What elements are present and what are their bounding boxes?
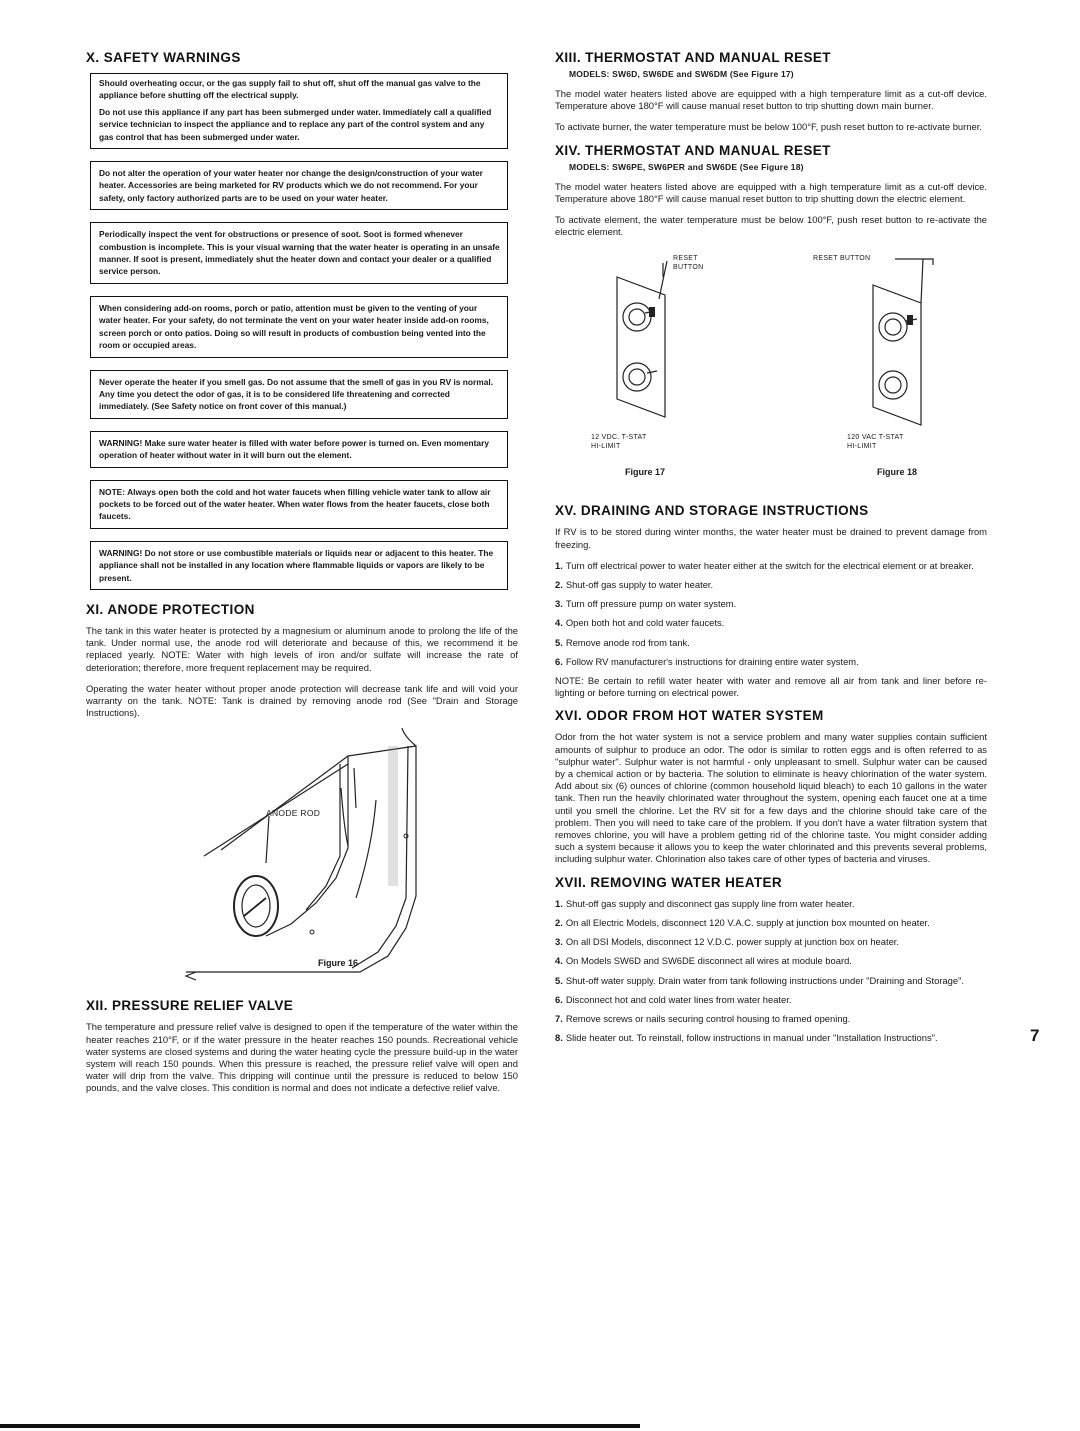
warning-box bbox=[90, 431, 508, 468]
warning-box bbox=[90, 296, 508, 358]
odor-paragraph: Odor from the hot water system is not a service problem and many water supplies contain sufficient amounts of sulphur to produce an odor. The odor is similar to rotten eggs and is often referred to as "sulphur water". Sulphur water is not harmful - only unpleasant to smell. Sulphur water can be caused by a chemical action or by bacteria. The solution to eliminate is heavy chlorination of the water system. Add about six (6) ounces of chlorine (common household liquid bleach) to each 10 gallons in the water tank. Then run the heavily chlorinated water throughout the system, opening each faucet one at a time until you smell the chlorine. Let the RV sit for a few days and the chlorine should take care of the problem. Then you will need to take care of the problem. If you don't have a water filtration system that removes chlorine, you will have a problem getting rid of the chlorine taste. You might consider adding such a system because it allows you to keep the water chlorinated and this prevents several problems, including sulphur water. Chlorination also takes care of other types of bacteria and viruses. bbox=[555, 731, 987, 865]
removing-heater-heading: XVII. REMOVING WATER HEATER bbox=[555, 874, 783, 890]
odor-heading: XVI. ODOR FROM HOT WATER SYSTEM bbox=[555, 708, 824, 724]
figure-17-button-label: BUTTON bbox=[673, 264, 704, 272]
thermostat-paragraph: The model water heaters listed above are equipped with a high temperature limit as a cut-off device. Temperature above 180°F will cause manual reset button to trip shutting down main burner. bbox=[555, 88, 987, 112]
warning-text: Do not use this appliance if any part has been submerged under water. Immediately call a qualified service technician to inspect the appliance and to replace any part of the control system and any gas control that has been submerged under water. bbox=[99, 106, 492, 142]
list-item: 7. Remove screws or nails securing control housing to framed opening. bbox=[555, 1012, 851, 1024]
pressure-relief-heading: XII. PRESSURE RELIEF VALVE bbox=[86, 998, 294, 1014]
figures-17-18 bbox=[555, 247, 987, 497]
warning-box bbox=[90, 480, 508, 529]
bottom-rule bbox=[0, 1424, 640, 1428]
draining-storage-heading: XV. DRAINING AND STORAGE INSTRUCTIONS bbox=[555, 503, 869, 519]
figure-18-spec: HI-LIMIT bbox=[847, 443, 877, 451]
list-item: 3. On all DSI Models, disconnect 12 V.D.C. power supply at junction box on heater. bbox=[555, 936, 900, 948]
draining-steps bbox=[555, 560, 987, 668]
figure-17-spec: HI-LIMIT bbox=[591, 443, 621, 451]
thermostat-reset-heading-xiv: XIV. THERMOSTAT AND MANUAL RESET bbox=[555, 142, 831, 158]
draining-intro: If RV is to be stored during winter months, the water heater must be drained to prevent damage from freezing. bbox=[555, 526, 987, 550]
safety-warning-boxes bbox=[86, 73, 518, 590]
list-item: 4. On Models SW6D and SW6DE disconnect all wires at module board. bbox=[555, 955, 852, 967]
warning-text: Should overheating occur, or the gas supply fail to shut off, shut off the manual gas valve to the appliance before shutting off the electrical supply. bbox=[99, 78, 481, 101]
warning-box bbox=[90, 222, 508, 284]
removing-steps bbox=[555, 898, 987, 1045]
thermostat-paragraph: To activate element, the water temperature must be below 100°F, push reset button to re-activate the electric element. bbox=[555, 214, 987, 238]
models-line: MODELS: SW6PE, SW6PER and SW6DE (See Figure 18) bbox=[569, 161, 804, 172]
figure-17-spec: 12 VDC. T-STAT bbox=[591, 434, 647, 442]
warning-text: Never operate the heater if you smell gas. Do not assume that the smell of gas in you RV is normal. Any time you detect the odor of gas, it is to be considered life threatening and corrected immediately. (See Safety notice on front cover of this manual.) bbox=[99, 376, 494, 412]
figure-18-caption: Figure 18 bbox=[877, 467, 918, 478]
anode-paragraph: The tank in this water heater is protected by a magnesium or aluminum anode to prolong the life of the tank. Under normal use, the anode rod will deteriorate and because of this, we recommend it be replaced yearly. NOTE: Water with high levels of iron and/or sulfate will increase the rate of deterioration; therefore, more frequent replacement may be required. bbox=[86, 624, 518, 673]
right-column bbox=[555, 50, 987, 1051]
warning-box bbox=[90, 541, 508, 590]
safety-warnings-heading: X. SAFETY WARNINGS bbox=[86, 50, 241, 65]
left-column bbox=[86, 50, 518, 1104]
list-item: 1. Shut-off gas supply and disconnect gas supply line from water heater. bbox=[555, 897, 855, 909]
list-item: 1. Turn off electrical power to water heater either at the switch for the electrical element or at breaker. bbox=[555, 559, 974, 571]
page-number: 7 bbox=[1030, 1026, 1040, 1045]
list-item: 2. On all Electric Models, disconnect 120 V.A.C. supply at junction box mounted on heater. bbox=[555, 916, 930, 928]
thermostat-reset-heading-xiii: XIII. THERMOSTAT AND MANUAL RESET bbox=[555, 50, 831, 65]
warning-text: WARNING! Make sure water heater is filled with water before power is turned on. Even momentary operation of heater without water in it will burn out the element. bbox=[99, 437, 489, 461]
figure-17-reset-label: RESET bbox=[673, 255, 698, 263]
list-item: 4. Open both hot and cold water faucets. bbox=[555, 617, 725, 629]
models-line: MODELS: SW6D, SW6DE and SW6DM (See Figure 17) bbox=[569, 69, 794, 79]
anode-protection-heading: XI. ANODE PROTECTION bbox=[86, 601, 255, 617]
warning-box bbox=[90, 370, 508, 419]
warning-text: Do not alter the operation of your water heater nor change the design/construction of your water heater. Accessories are being marketed for RV products which we do not recommend. For your safety, only factory authorized parts are to be used on your water heater. bbox=[99, 168, 483, 203]
list-item: 6. Follow RV manufacturer's instructions for draining entire water system. bbox=[555, 655, 859, 667]
pressure-relief-paragraph: The temperature and pressure relief valve is designed to open if the temperature of the water within the heater reaches 210°F, or if the water pressure in the heater reaches 150 pounds. Recreational vehicle water systems are closed systems and during the water heating cycle the pressure build-up in the water system will reach 150 pounds. When this pressure is reached, the pressure relief valve will open and water will drip from the valve. This dripping will continue until the pressure is reduced to below 150 pounds, and the valve closes. This condition is normal and does not indicate a defective relief valve. bbox=[86, 1021, 518, 1094]
anode-paragraph: Operating the water heater without proper anode protection will decrease tank life and will void your warranty on the tank. NOTE: Tank is drained by removing anode rod (See "Drain and Storage Instructions). bbox=[86, 682, 518, 719]
figure-18-spec: 120 VAC T-STAT bbox=[847, 434, 904, 442]
warning-text: WARNING! Do not store or use combustible materials or liquids near or adjacent to this heater. The appliance shall not be installed in any location where flammable liquids or vapors are likely to be present. bbox=[99, 547, 494, 583]
warning-text: When considering add-on rooms, porch or patio, attention must be given to the venting of your water heater. For your safety, do not terminate the vent on your water heater inside add-on rooms, screen porch or onto patios. Doing so will result in products of combustion being vented into the room or occupied areas. bbox=[99, 302, 489, 351]
figure-17-caption: Figure 17 bbox=[625, 467, 666, 478]
warning-text: NOTE: Always open both the cold and hot water faucets when filling vehicle water tank to allow air pockets to be forced out of the water heater. When water flows from the heater faucets, close both faucets. bbox=[99, 486, 491, 522]
thermostat-paragraph: The model water heaters listed above are equipped with a high temperature limit as a cut-off device. Temperature above 180°F will cause manual reset button to trip shutting down the electric element. bbox=[555, 180, 987, 204]
figure-16-caption: Figure 16 bbox=[318, 958, 359, 969]
list-item: 2. Shut-off gas supply to water heater. bbox=[555, 579, 714, 591]
thermostat-paragraph: To activate burner, the water temperature must be below 100°F, push reset button to re-activate burner. bbox=[555, 121, 982, 133]
list-item: 8. Slide heater out. To reinstall, follow instructions in manual under "Installation Instructions". bbox=[555, 1032, 938, 1044]
warning-box bbox=[90, 73, 508, 149]
anode-rod-illustration bbox=[86, 728, 518, 988]
figure-18-reset-label: RESET BUTTON bbox=[813, 255, 871, 263]
warning-text: Periodically inspect the vent for obstructions or presence of soot. Soot is formed whenever combustion is incomplete. This is your visual warning that the water heater is operating in an unsafe manner. If soot is present, immediately shut the heater down and contact your dealer or a qualified service person. bbox=[99, 229, 500, 277]
list-item: 5. Remove anode rod from tank. bbox=[555, 636, 690, 648]
list-item: 3. Turn off pressure pump on water system. bbox=[555, 598, 737, 610]
list-item: 5. Shut-off water supply. Drain water from tank following instructions under "Draining and Storage". bbox=[555, 974, 964, 986]
figure-16 bbox=[86, 728, 518, 988]
draining-note: NOTE: Be certain to refill water heater with water and remove all air from tank and liner before re-lighting or before turning on electrical power. bbox=[555, 675, 987, 699]
list-item: 6. Disconnect hot and cold water lines from water heater. bbox=[555, 993, 792, 1005]
thermostat-illustrations bbox=[555, 247, 987, 497]
warning-box bbox=[90, 161, 508, 210]
anode-rod-label: ANODE ROD bbox=[266, 808, 321, 819]
